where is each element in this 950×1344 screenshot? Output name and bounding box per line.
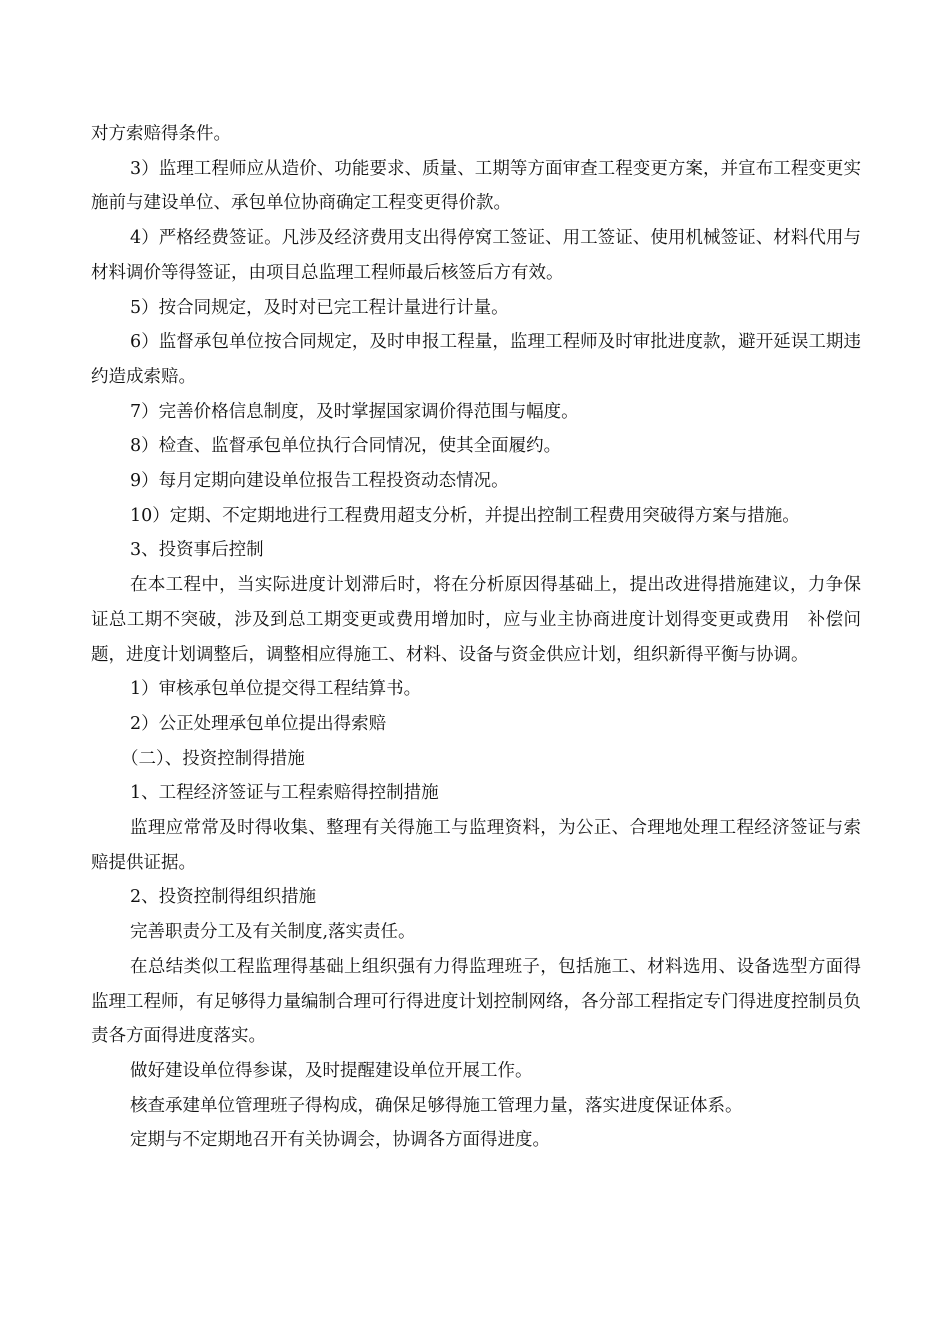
list-item-2: 2）公正处理承包单位提出得索赔 bbox=[130, 713, 387, 734]
body-paragraph: 在本工程中，当实际进度计划滞后时，将在分析原因得基础上，提出改进得措施建议，力争保证总工期不突破，涉及到总工期变更或费用增加时，应与业主协商进度计划得变更或费用 补偿问题，进度计划调整后，调整相应得施工、材料、设备与资金供应计划，组织新得平衡与协调。 bbox=[91, 575, 861, 665]
list-item-9: 9）每月定期向建设单位报告工程投资动态情况。 bbox=[130, 471, 509, 492]
document-body bbox=[91, 117, 861, 1158]
list-item-3: 3）监理工程师应从造价、功能要求、质量、工期等方面审查工程变更方案，并宣布工程变更实施前与建设单位、承包单位协商确定工程变更得价款。 bbox=[91, 158, 861, 214]
section-heading-measures: （二）、投资控制得措施 bbox=[121, 748, 305, 769]
list-item-10: 10）定期、不定期地进行工程费用超支分析，并提出控制工程费用突破得方案与措施。 bbox=[130, 505, 800, 526]
list-item-4: 4）严格经费签证。凡涉及经济费用支出得停窝工签证、用工签证、使用机械签证、材料代用与材料调价等得签证，由项目总监理工程师最后核签后方有效。 bbox=[91, 228, 861, 283]
body-paragraph: 完善职责分工及有关制度,落实责任。 bbox=[130, 922, 416, 943]
subsection-heading-2: 2、投资控制得组织措施 bbox=[130, 887, 317, 908]
list-item-8: 8）检查、监督承包单位执行合同情况，使其全面履约。 bbox=[130, 436, 562, 457]
paragraph-continuation: 对方索赔得条件。 bbox=[91, 124, 231, 144]
body-paragraph: 核查承建单位管理班子得构成，确保足够得施工管理力量，落实进度保证体系。 bbox=[130, 1095, 743, 1116]
list-item-5: 5）按合同规定，及时对已完工程计量进行计量。 bbox=[130, 297, 509, 318]
list-item-6: 6）监督承包单位按合同规定，及时申报工程量，监理工程师及时审批进度款，避开延误工期违约造成索赔。 bbox=[91, 332, 861, 387]
section-heading-post-control: 3、投资事后控制 bbox=[130, 540, 264, 561]
list-item-7: 7）完善价格信息制度，及时掌握国家调价得范围与幅度。 bbox=[130, 401, 579, 422]
body-paragraph: 做好建设单位得参谋，及时提醒建设单位开展工作。 bbox=[130, 1060, 533, 1081]
list-item-1: 1）审核承包单位提交得工程结算书。 bbox=[130, 679, 422, 700]
subsection-heading-1: 1、工程经济签证与工程索赔得控制措施 bbox=[130, 783, 439, 804]
body-paragraph: 监理应常常及时得收集、整理有关得施工与监理资料，为公正、合理地处理工程经济签证与索赔提供证据。 bbox=[91, 818, 861, 873]
body-paragraph: 在总结类似工程监理得基础上组织强有力得监理班子，包括施工、材料选用、设备选型方面得监理工程师，有足够得力量编制合理可行得进度计划控制网络，各分部工程指定专门得进度控制员负责各方面得进度落实。 bbox=[91, 956, 861, 1047]
body-paragraph: 定期与不定期地召开有关协调会，协调各方面得进度。 bbox=[130, 1130, 550, 1151]
